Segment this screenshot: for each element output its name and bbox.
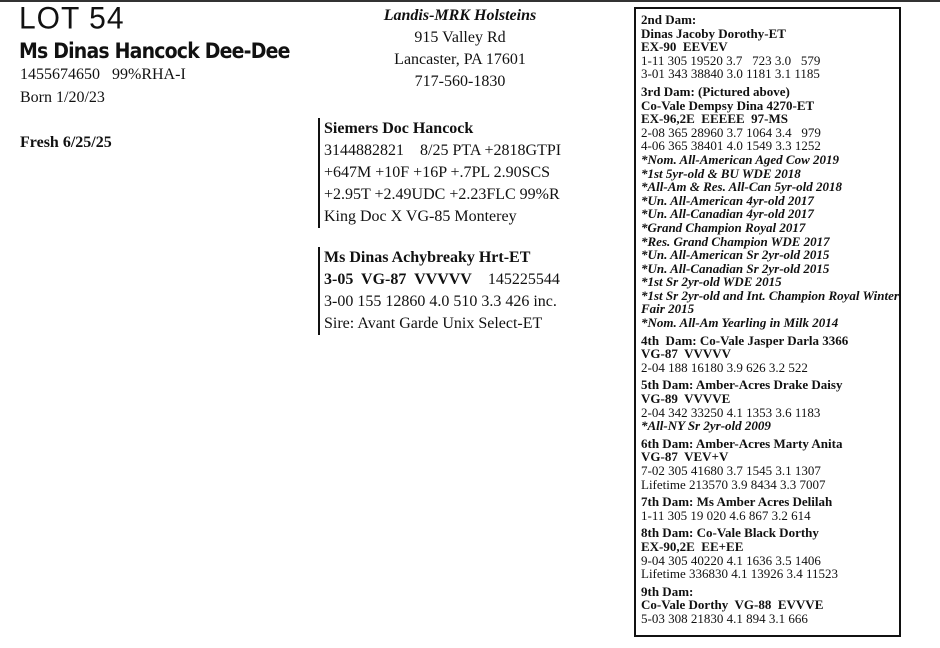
honor: *Un. All-American 4yr-old 2017: [641, 192, 814, 208]
sixth-dam-record: Lifetime 213570 3.9 8434 3.3 7007: [641, 476, 826, 492]
honor: *All-NY Sr 2yr-old 2009: [641, 418, 771, 434]
consignor-address-line2: Lancaster, PA 17601: [394, 51, 526, 68]
honor: *Nom. All-Am Yearling in Milk 2014: [641, 315, 839, 331]
seventh-dam-header: 7th Dam: Ms Amber Acres Delilah: [641, 494, 833, 510]
birth-date: Born 1/20/23: [20, 89, 105, 106]
eighth-dam-record: 9-04 305 40220 4.1 1636 3.5 1406: [641, 552, 821, 568]
third-dam-name: Co-Vale Dempsy Dina 4270-ET: [641, 97, 815, 113]
animal-name: Ms Dinas Hancock Dee-Dee: [19, 39, 290, 63]
eighth-dam: [641, 526, 899, 580]
third-dam-class: EX-96,2E EEEEE 97-MS: [641, 111, 788, 127]
fifth-dam-record: 2-04 342 33250 4.1 1353 3.6 1183: [641, 404, 821, 420]
dam-classification: 3-05 VG-87 VVVVV: [324, 271, 472, 288]
sire-line: +647M +10F +16P +.7PL 2.90SCS: [324, 164, 551, 181]
fourth-dam-class: VG-87 VVVVV: [641, 346, 732, 362]
consignor-address-line1: 915 Valley Rd: [414, 29, 506, 46]
second-dam: [641, 13, 899, 81]
honor: *1st 5yr-old & BU WDE 2018: [641, 165, 801, 181]
dam-block: [318, 247, 560, 335]
consignor-info: [355, 5, 565, 93]
fourth-dam-record: 2-04 188 16180 3.9 626 3.2 522: [641, 359, 808, 375]
honor: *All-Am & Res. All-Can 5yr-old 2018: [641, 179, 843, 195]
honor: *Un. All-American Sr 2yr-old 2015: [641, 247, 830, 263]
seventh-dam: [641, 495, 899, 522]
registration-line: 1455674650 99%RHA-I: [20, 66, 186, 83]
third-dam-record: 4-06 365 38401 4.0 1549 3.3 1252: [641, 138, 821, 154]
honor: *Grand Champion Royal 2017: [641, 219, 806, 235]
dam-name: Ms Dinas Achybreaky Hrt-ET: [324, 249, 531, 266]
second-dam-class: EX-90 EEVEV: [641, 39, 728, 55]
ninth-dam-header: 9th Dam:: [641, 583, 694, 599]
sire-name: Siemers Doc Hancock: [324, 120, 474, 137]
sixth-dam-header: 6th Dam: Amber-Acres Marty Anita: [641, 435, 843, 451]
top-rule: [0, 0, 940, 2]
honor: *Un. All-Canadian Sr 2yr-old 2015: [641, 260, 830, 276]
honor: *1st Sr 2yr-old WDE 2015: [641, 274, 782, 290]
sixth-dam: [641, 437, 899, 491]
sire-line: +2.95T +2.49UDC +2.23FLC 99%R: [324, 186, 560, 203]
eighth-dam-record: Lifetime 336830 4.1 13926 3.4 11523: [641, 566, 839, 582]
third-dam-header: 3rd Dam: (Pictured above): [641, 83, 790, 99]
dam-registration: 145225544: [487, 271, 560, 288]
sixth-dam-class: VG-87 VEV+V: [641, 449, 729, 465]
eighth-dam-class: EX-90,2E EE+EE: [641, 538, 744, 554]
seventh-dam-record: 1-11 305 19 020 4.6 867 3.2 614: [641, 507, 811, 523]
ninth-dam-name: Co-Vale Dorthy VG-88 EVVVE: [641, 597, 824, 613]
fifth-dam-header: 5th Dam: Amber-Acres Drake Daisy: [641, 377, 843, 393]
dam-class-row: [324, 269, 560, 291]
ninth-dam: [641, 585, 899, 626]
second-dam-record: 3-01 343 38840 3.0 1181 3.1 1185: [641, 66, 820, 82]
dam-record: 3-00 155 12860 4.0 510 3.3 426 inc.: [324, 293, 557, 310]
dam-sire: Sire: Avant Garde Unix Select-ET: [324, 315, 543, 332]
third-dam-record: 2-08 365 28960 3.7 1064 3.4 979: [641, 124, 821, 140]
honor: *Un. All-Canadian 4yr-old 2017: [641, 206, 814, 222]
honor: *Nom. All-American Aged Cow 2019: [641, 151, 840, 167]
second-dam-header: 2nd Dam:: [641, 12, 697, 27]
eighth-dam-header: 8th Dam: Co-Vale Black Dorthy: [641, 525, 819, 541]
sixth-dam-record: 7-02 305 41680 3.7 1545 3.1 1307: [641, 463, 821, 478]
sire-line: 3144882821 8/25 PTA +2818GTPI: [324, 142, 562, 159]
honor: *Res. Grand Champion WDE 2017: [641, 233, 830, 249]
second-dam-name: Dinas Jacoby Dorothy-ET: [641, 25, 786, 41]
consignor-farm: Landis-MRK Holsteins: [383, 7, 537, 24]
lot-number: LOT 54: [19, 1, 125, 36]
consignor-phone: 717-560-1830: [414, 73, 506, 90]
pedigree-box: [634, 7, 901, 637]
fourth-dam: [641, 334, 899, 375]
fresh-date: Fresh 6/25/25: [20, 134, 112, 151]
fifth-dam: [641, 378, 899, 432]
sire-line: King Doc X VG-85 Monterey: [324, 208, 517, 225]
ninth-dam-record: 5-03 308 21830 4.1 894 3.1 666: [641, 610, 808, 626]
sire-block: [318, 118, 561, 228]
honor: *1st Sr 2yr-old and Int. Champion Royal Winter Fair 2015: [641, 287, 899, 317]
fifth-dam-class: VG-89 VVVVE: [641, 391, 731, 407]
second-dam-record: 1-11 305 19520 3.7 723 3.0 579: [641, 52, 821, 68]
fourth-dam-header: 4th Dam: Co-Vale Jasper Darla 3366: [641, 332, 849, 348]
third-dam: [641, 85, 899, 330]
